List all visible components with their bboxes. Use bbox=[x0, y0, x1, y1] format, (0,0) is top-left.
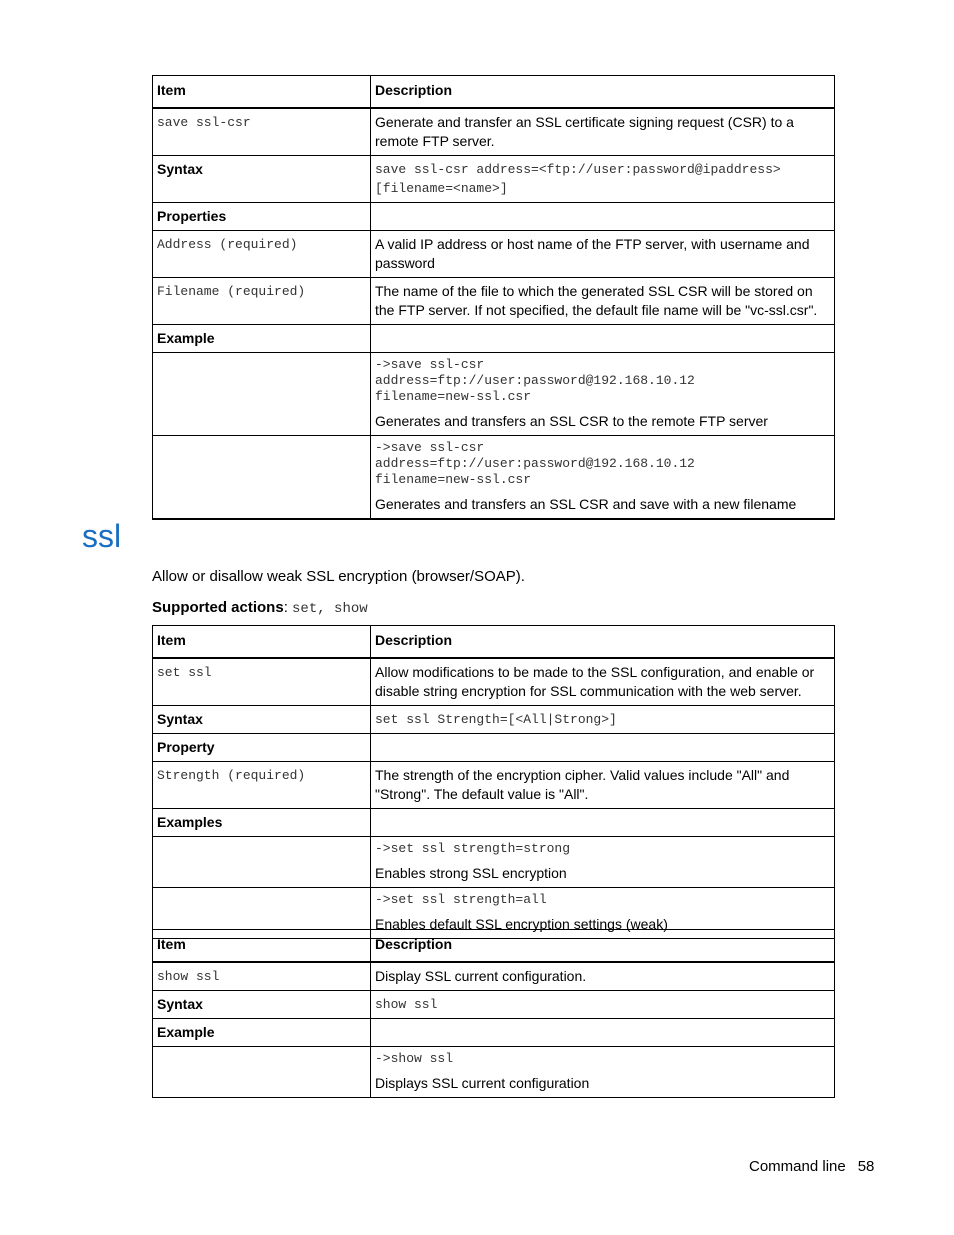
example-cell bbox=[371, 1047, 835, 1098]
example-code: ->save ssl-csr address=ftp://user:password@192.168.10.12 filename=new-ssl.csr bbox=[375, 440, 695, 487]
example-cell bbox=[371, 436, 835, 520]
example-item-empty bbox=[153, 1047, 371, 1098]
table-header-row bbox=[153, 930, 835, 963]
supported-actions-value: set, show bbox=[292, 601, 368, 617]
show-ssl-table bbox=[152, 929, 835, 1098]
row-item: Properties bbox=[153, 203, 371, 231]
example-cell bbox=[371, 837, 835, 888]
save-ssl-csr-table bbox=[152, 75, 835, 520]
table-row bbox=[153, 231, 835, 278]
row-description: Generate and transfer an SSL certificate signing request (CSR) to a remote FTP server. bbox=[371, 108, 835, 156]
example-text: Generates and transfers an SSL CSR and save with a new filename bbox=[375, 496, 797, 512]
example-cell bbox=[371, 353, 835, 436]
row-description: Display SSL current configuration. bbox=[371, 962, 835, 991]
header-description: Description bbox=[371, 626, 835, 659]
row-description bbox=[371, 203, 835, 231]
table-row bbox=[153, 156, 835, 203]
row-item: Examples bbox=[153, 809, 371, 837]
table-row bbox=[153, 734, 835, 762]
table-row bbox=[153, 962, 835, 991]
example-item-empty bbox=[153, 837, 371, 888]
example-item-empty bbox=[153, 353, 371, 436]
footer-section: Command line bbox=[749, 1158, 846, 1175]
table-row bbox=[153, 658, 835, 706]
table-header-row bbox=[153, 626, 835, 659]
header-item: Item bbox=[153, 626, 371, 659]
table-row bbox=[153, 991, 835, 1019]
row-item: Syntax bbox=[153, 706, 371, 734]
row-description bbox=[371, 325, 835, 353]
table-row bbox=[153, 203, 835, 231]
row-item: Example bbox=[153, 325, 371, 353]
table-row bbox=[153, 809, 835, 837]
example-row bbox=[153, 353, 835, 436]
example-text: Generates and transfers an SSL CSR to the remote FTP server bbox=[375, 413, 768, 429]
supported-actions-label: Supported actions bbox=[152, 599, 284, 616]
example-row bbox=[153, 436, 835, 520]
row-description: show ssl bbox=[371, 991, 835, 1019]
example-code: ->save ssl-csr address=ftp://user:password@192.168.10.12 filename=new-ssl.csr bbox=[375, 357, 695, 404]
row-item: Strength (required) bbox=[153, 762, 371, 809]
row-item: Syntax bbox=[153, 991, 371, 1019]
table-row bbox=[153, 278, 835, 325]
row-item: Example bbox=[153, 1019, 371, 1047]
row-description: The name of the file to which the generated SSL CSR will be stored on the FTP server. If not specified, the default file name will be "vc-ssl.csr". bbox=[371, 278, 835, 325]
example-text: Enables default SSL encryption settings (weak) bbox=[375, 916, 668, 932]
row-description: A valid IP address or host name of the FTP server, with username and password bbox=[371, 231, 835, 278]
section-intro: Allow or disallow weak SSL encryption (browser/SOAP). bbox=[152, 568, 525, 585]
example-text: Enables strong SSL encryption bbox=[375, 865, 567, 881]
row-item: save ssl-csr bbox=[153, 108, 371, 156]
page-number: 58 bbox=[857, 1158, 875, 1175]
table-row bbox=[153, 762, 835, 809]
row-description: save ssl-csr address=<ftp://user:password@ipaddress> [filename=<name>] bbox=[371, 156, 835, 203]
supported-actions bbox=[152, 599, 368, 617]
row-item: Syntax bbox=[153, 156, 371, 203]
header-item: Item bbox=[153, 930, 371, 963]
example-code: ->set ssl strength=strong bbox=[375, 841, 571, 856]
row-item: Property bbox=[153, 734, 371, 762]
example-item-empty bbox=[153, 436, 371, 520]
row-description bbox=[371, 1019, 835, 1047]
set-ssl-table bbox=[152, 625, 835, 939]
header-item: Item bbox=[153, 76, 371, 109]
example-code: ->show ssl bbox=[375, 1051, 454, 1066]
header-description: Description bbox=[371, 930, 835, 963]
row-description: set ssl Strength=[<All|Strong>] bbox=[371, 706, 835, 734]
row-description: The strength of the encryption cipher. Valid values include "All" and "Strong". The default value is "All". bbox=[371, 762, 835, 809]
row-item: Filename (required) bbox=[153, 278, 371, 325]
row-item: Address (required) bbox=[153, 231, 371, 278]
example-row bbox=[153, 837, 835, 888]
table-row bbox=[153, 325, 835, 353]
table-header-row bbox=[153, 76, 835, 109]
example-row bbox=[153, 1047, 835, 1098]
table-row bbox=[153, 706, 835, 734]
header-description: Description bbox=[371, 76, 835, 109]
row-description bbox=[371, 809, 835, 837]
row-item: set ssl bbox=[153, 658, 371, 706]
section-title: ssl bbox=[82, 518, 122, 554]
table-row bbox=[153, 108, 835, 156]
row-description bbox=[371, 734, 835, 762]
row-item: show ssl bbox=[153, 962, 371, 991]
example-text: Displays SSL current configuration bbox=[375, 1075, 590, 1091]
table-row bbox=[153, 1019, 835, 1047]
example-code: ->set ssl strength=all bbox=[375, 892, 547, 907]
page-footer bbox=[749, 1158, 874, 1175]
row-description: Allow modifications to be made to the SSL configuration, and enable or disable string encryption for SSL communication with the web server. bbox=[371, 658, 835, 706]
supported-actions-separator: : bbox=[283, 599, 293, 616]
